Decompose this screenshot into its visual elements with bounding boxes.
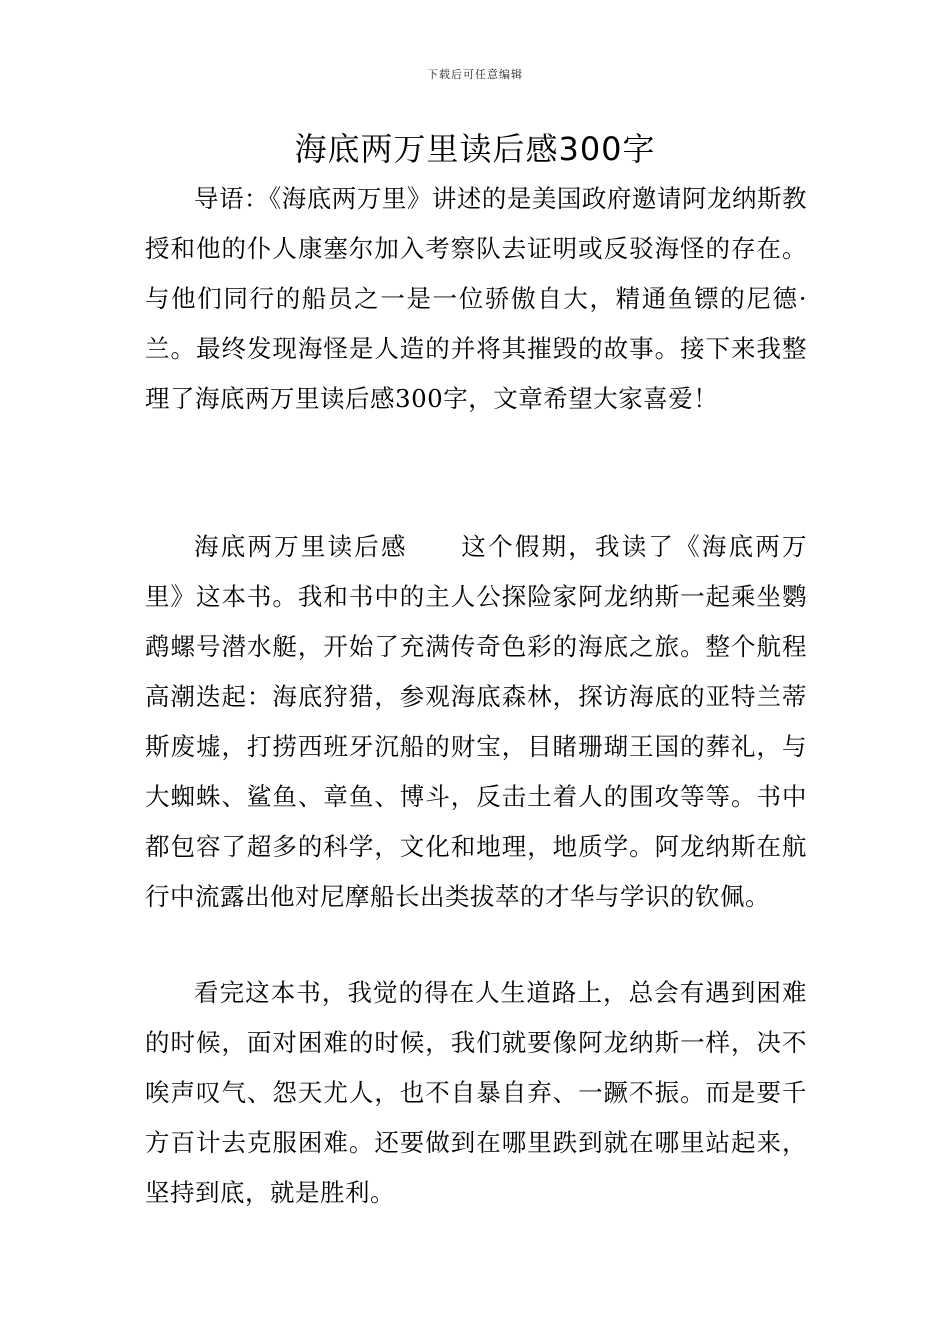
review-body: 这个假期，我读了《海底两万里》这本书。我和书中的主人公探险家阿龙纳斯一起乘坐鹦鹉螺号潜水艇，开始了充满传奇色彩的海底之旅。整个航程高潮迭起：海底狩猎，参观海底森林，探访海底的亚特兰蒂斯废墟，打捞西班牙沉船的财宝，目睹珊瑚王国的葬礼，与大蜘蛛、鲨鱼、章鱼、博斗，反击土着人的围攻等等。书中都包容了超多的科学，文化和地理，地质学。阿龙纳斯在航行中流露出他对尼摩船长出类拔萃的才华与学识的钦佩。 bbox=[145, 532, 808, 911]
review-heading: 海底两万里读后感 bbox=[194, 532, 408, 561]
intro-text: 导语：《海底两万里》讲述的是美国政府邀请阿龙纳斯教授和他的仆人康塞尔加入考察队去证明或反驳海怪的存在。与他们同行的船员之一是一位骄傲自大，精通鱼镖的尼德·兰。最终发现海怪是人造的并将其摧毁的故事。接下来我整理了海底两万里读后感300字，文章希望大家喜爱！ bbox=[145, 184, 807, 413]
reflection-text: 看完这本书，我觉的得在人生道路上，总会有遇到困难的时候，面对困难的时候，我们就要像阿龙纳斯一样，决不唉声叹气、怨天尤人，也不自暴自弃、一蹶不振。而是要千方百计去克服困难。还要做到在哪里跌到就在哪里站起来，坚持到底，就是胜利。 bbox=[145, 978, 807, 1207]
intro-paragraph bbox=[145, 174, 807, 424]
document-title: 海底两万里读后感300字 bbox=[294, 130, 656, 168]
review-paragraph bbox=[145, 522, 807, 922]
header-note: 下载后可任意编辑 bbox=[427, 68, 523, 81]
reflection-paragraph bbox=[145, 968, 807, 1218]
review-text bbox=[145, 522, 807, 922]
